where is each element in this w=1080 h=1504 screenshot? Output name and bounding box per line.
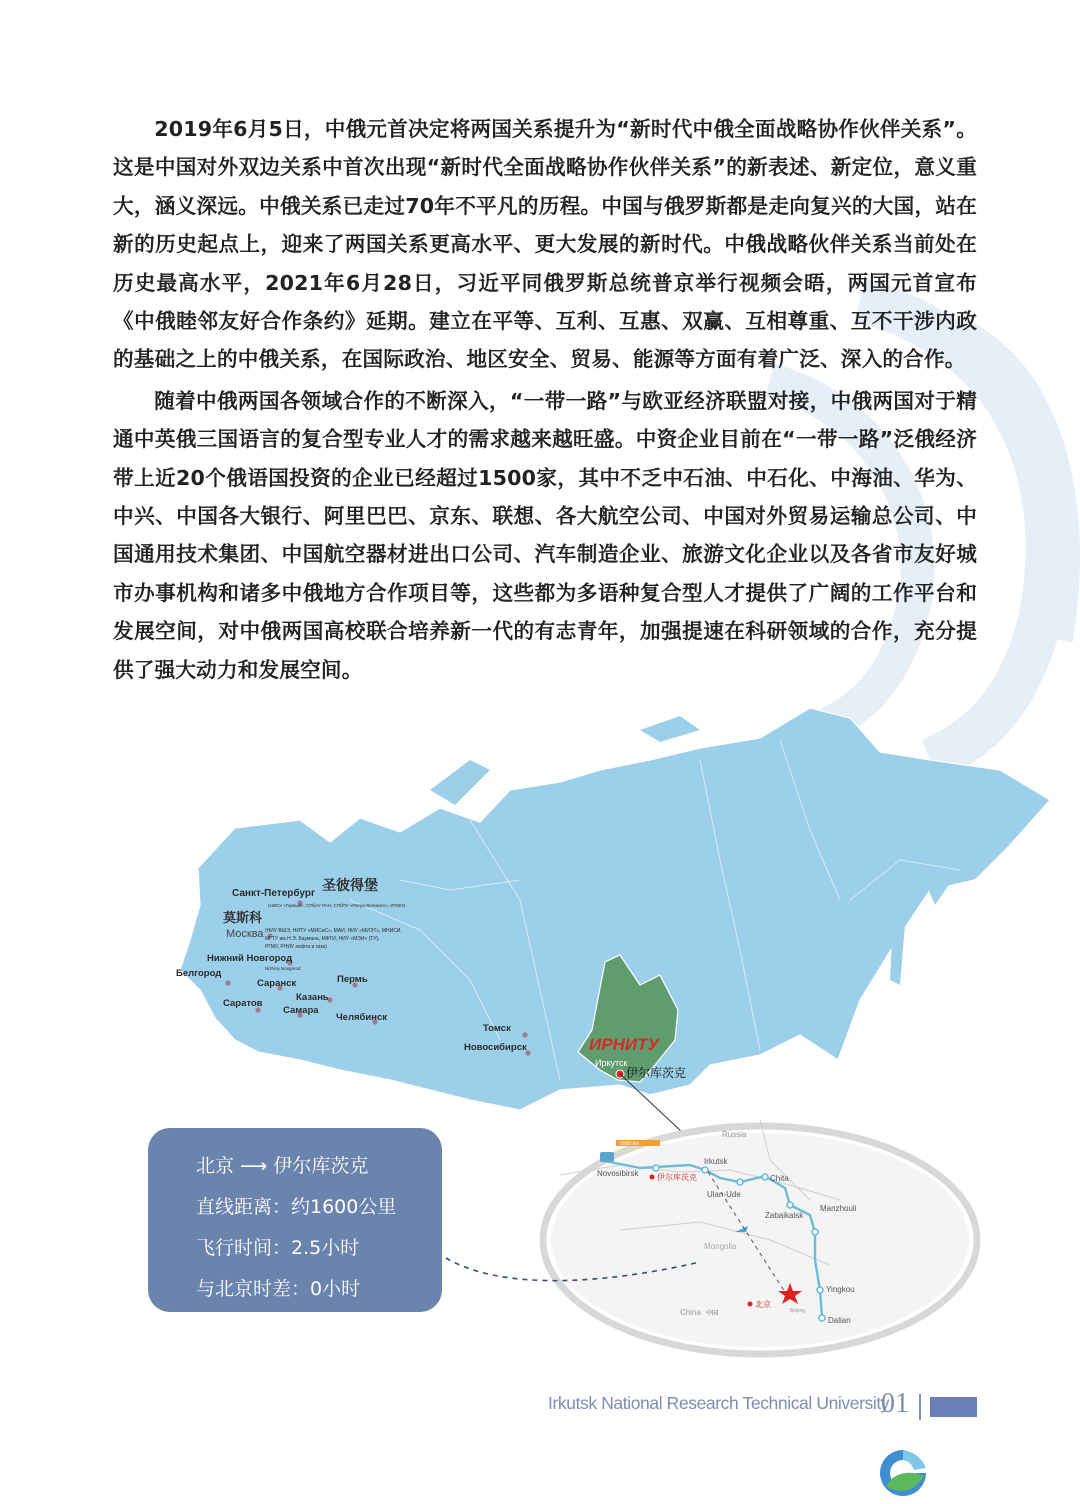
footer-university-name: Irkutsk National Research Technical University <box>548 1393 890 1413</box>
university-logo-icon <box>876 1446 930 1500</box>
paragraph-2: 随着中俄两国各领域合作的不断深入，“一带一路”与欧亚经济联盟对接，中俄两国对于精通中英俄三国语言的复合型专业人才的需求越来越旺盛。中资企业目前在“一带一路”泛俄经济带上近20个俄语国投资的企业已经超过1500家，其中不乏中石油、中石化、中海油、华为、中兴、中国各大银行、阿里巴巴、京东、联想、各大航空公司、中国对外贸易运输总公司、中国通用技术集团、中国航空器材进出口公司、汽车制造企业、旅游文化企业以及各省市友好城市办事机构和诸多中俄地方合作项目等，这些都为多语种复合型人才提供了广阔的工作平台和发展空间，对中俄两国高校联合培养新一代的有志青年，加强提速在科研领域的合作，充分提供了强大动力和发展空间。 <box>113 388 977 682</box>
inset-irkutsk: Irkutsk <box>704 1157 728 1166</box>
inset-ulan-ude: Ulan-Ude <box>707 1190 741 1199</box>
route-line: 北京 ⟶ 伊尔库茨克 <box>196 1155 369 1177</box>
label-samara: Самара <box>283 1005 319 1016</box>
inset-beijing-small: Beijing <box>790 1308 806 1314</box>
inset-irkutsk-cn: 伊尔库茨克 <box>657 1173 697 1182</box>
inset-yingkou: Yingkou <box>826 1285 855 1294</box>
label-irkutsk-ru: Иркутск <box>595 1058 628 1068</box>
footer-accent-bar <box>930 1397 977 1417</box>
label-moscow-note1: (НИУ ВШЭ, НИТУ «МИСиС», МАИ, НИУ «МИЭТ», МНИСИ, <box>265 928 402 934</box>
label-saratov: Саратов <box>223 998 263 1009</box>
page-number: 01 <box>881 1388 909 1419</box>
inset-chita: Chita <box>770 1174 789 1183</box>
label-moscow-cn: 莫斯科 <box>223 910 263 925</box>
label-spb-note: (НИСУ «Горный», СПбАУ РАН, СПбПУ «Петра Великого», ИТМО) <box>268 903 406 908</box>
inset-china: China <box>680 1308 701 1317</box>
footer-divider <box>919 1394 921 1420</box>
label-perm: Пермь <box>337 974 368 985</box>
label-saransk: Саранск <box>257 978 297 989</box>
inset-novosibirsk: Novosibirsk <box>597 1169 639 1178</box>
inset-distance-tag: 5000 km <box>620 1141 640 1147</box>
label-belgorod: Белгород <box>176 968 222 979</box>
inset-russia: Russia <box>722 1130 747 1139</box>
label-moscow-note3: РГМУ, РНИУ нефти и газа) <box>265 944 327 950</box>
paragraph-1: 2019年6月5日，中俄元首决定将两国关系提升为“新时代中俄全面战略协作伙伴关系”。这是中国对外双边关系中首次出现“新时代全面战略协作伙伴关系”的新表述、新定位，意义重大，涵义深远。中俄关系已走过70年不平凡的历程。中国与俄罗斯都是走向复兴的大国，站在新的历史起点上，迎来了两国关系更高水平、更大发展的新时代。中俄战略伙伴关系当前处在历史最高水平，2021年6月28日，习近平同俄罗斯总统普京举行视频会晤，两国元首宣布《中俄睦邻友好合作条约》延期。建立在平等、互利、互惠、双赢、互相尊重、互不干涉内政的基础之上的中俄关系，在国际政治、地区安全、贸易、能源等方面有着广泛、深入的合作。 <box>113 117 977 372</box>
truck-icon <box>600 1152 614 1162</box>
label-tomsk: Томск <box>483 1023 511 1034</box>
label-novosibirsk: Новосибирск <box>464 1042 527 1053</box>
inset-china-cn: 中国 <box>706 1311 719 1317</box>
flight-time-line: 飞行时间：2.5小时 <box>196 1237 360 1259</box>
label-irkutsk-cn: 伊尔库茨克 <box>626 1066 687 1080</box>
label-nn-ru: Нижний Новгород <box>207 953 293 964</box>
inset-zabaikalsk: Zabaikalsk <box>765 1211 804 1220</box>
inset-beijing-cn: 北京 <box>755 1300 771 1309</box>
label-moscow-note2: МГТУ им Н.Э. Баумана, МФТИ, НИУ «МЭИ» (ТУ), <box>265 936 380 942</box>
inset-dalian: Dalian <box>828 1316 851 1325</box>
beijing-dot <box>748 1302 753 1307</box>
label-kazan: Казань <box>296 992 329 1003</box>
label-moscow-ru: Москва <box>226 928 264 940</box>
distance-line: 直线距离：约1600公里 <box>196 1196 397 1218</box>
label-spb-cn: 圣彼得堡 <box>322 877 378 893</box>
label-chelyabinsk: Челябинск <box>336 1012 388 1023</box>
route-info-box <box>148 1128 442 1312</box>
inset-mongolia: Mongolia <box>704 1242 737 1251</box>
label-spb-ru: Санкт-Петербург <box>232 888 316 899</box>
label-irnitu: ИРНИТУ <box>589 1035 659 1054</box>
inset-manzhouli: Manzhouli <box>820 1204 857 1213</box>
irkutsk-dot <box>650 1175 655 1180</box>
time-diff-line: 与北京时差：0小时 <box>196 1278 361 1300</box>
label-nn: Nizhniy Novgorod <box>265 966 301 971</box>
